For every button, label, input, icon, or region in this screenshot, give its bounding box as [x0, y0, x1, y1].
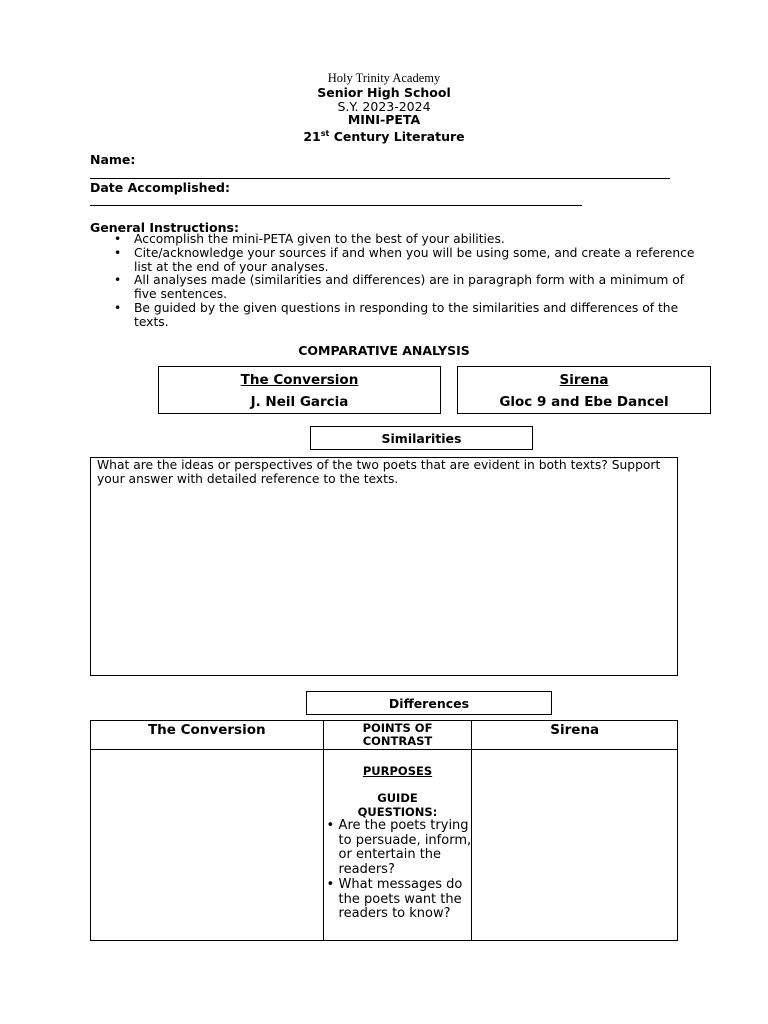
- similarities-prompt: What are the ideas or perspectives of the two poets that are evident in both texts? Support your answer with detailed reference to the texts.: [97, 458, 661, 486]
- school-name: Holy Trinity Academy: [327, 71, 441, 85]
- guide-questions-label: GUIDE QUESTIONS:: [357, 791, 438, 819]
- subject-prefix: 21: [303, 129, 321, 145]
- col-header-text1: [91, 721, 324, 750]
- similarities-label-box: [310, 426, 533, 450]
- differences-row-purposes: [91, 750, 678, 941]
- name-field-line[interactable]: [90, 178, 670, 179]
- instruction-item: • Be guided by the given questions in responding to the similarities and differences of the texts.: [134, 302, 704, 330]
- answer-cell-text2[interactable]: [472, 750, 678, 941]
- similarities-label: Similarities: [381, 431, 462, 446]
- col-header-text2-label: Sirena: [550, 722, 600, 738]
- text1-author: J. Neil Garcia: [250, 394, 349, 410]
- guide-question: • Are the poets trying to persuade, inform, or entertain the readers?: [339, 819, 472, 878]
- differences-label: Differences: [388, 696, 470, 711]
- subject-sup: st: [320, 129, 330, 138]
- subject-suffix: Century Literature: [329, 129, 465, 145]
- differences-label-box: [306, 691, 552, 715]
- date-field-line[interactable]: [90, 205, 582, 206]
- comparative-title: COMPARATIVE ANALYSIS: [298, 343, 470, 358]
- name-label: Name:: [90, 152, 136, 167]
- instructions-list: [112, 233, 704, 330]
- col-header-points-label: POINTS OF CONTRAST: [362, 721, 433, 748]
- similarities-answer-box[interactable]: [90, 457, 678, 676]
- instruction-item: • All analyses made (similarities and differences) are in paragraph form with a minimum of five sentences.: [134, 274, 704, 302]
- col-header-text2: [472, 721, 678, 750]
- text1-box: [158, 366, 441, 414]
- text1-title: The Conversion: [240, 372, 359, 388]
- col-header-points: [323, 721, 472, 750]
- division-name: Senior High School: [317, 85, 451, 100]
- activity-title: MINI-PETA: [347, 112, 421, 127]
- col-header-text1-label: The Conversion: [147, 722, 266, 738]
- points-cell: [323, 750, 472, 941]
- guide-questions-list: [324, 819, 472, 922]
- instruction-item: • Accomplish the mini-PETA given to the best of your abilities.: [134, 233, 704, 247]
- instruction-item: • Cite/acknowledge your sources if and when you will be using some, and create a reference list at the end of your analyses.: [134, 247, 704, 275]
- differences-header-row: [91, 721, 678, 750]
- text2-title: Sirena: [559, 372, 609, 388]
- subject-title: [0, 127, 768, 144]
- text2-author: Gloc 9 and Ebe Dancel: [499, 394, 669, 410]
- instructions-heading: General Instructions:: [90, 220, 239, 235]
- guide-question: • What messages do the poets want the readers to know?: [339, 878, 472, 922]
- school-year: S.Y. 2023-2024: [337, 99, 431, 114]
- answer-cell-text1[interactable]: [91, 750, 324, 941]
- differences-table: [90, 720, 678, 941]
- date-label: Date Accomplished:: [90, 180, 231, 195]
- text2-box: [457, 366, 711, 414]
- point-purposes: PURPOSES: [362, 764, 433, 778]
